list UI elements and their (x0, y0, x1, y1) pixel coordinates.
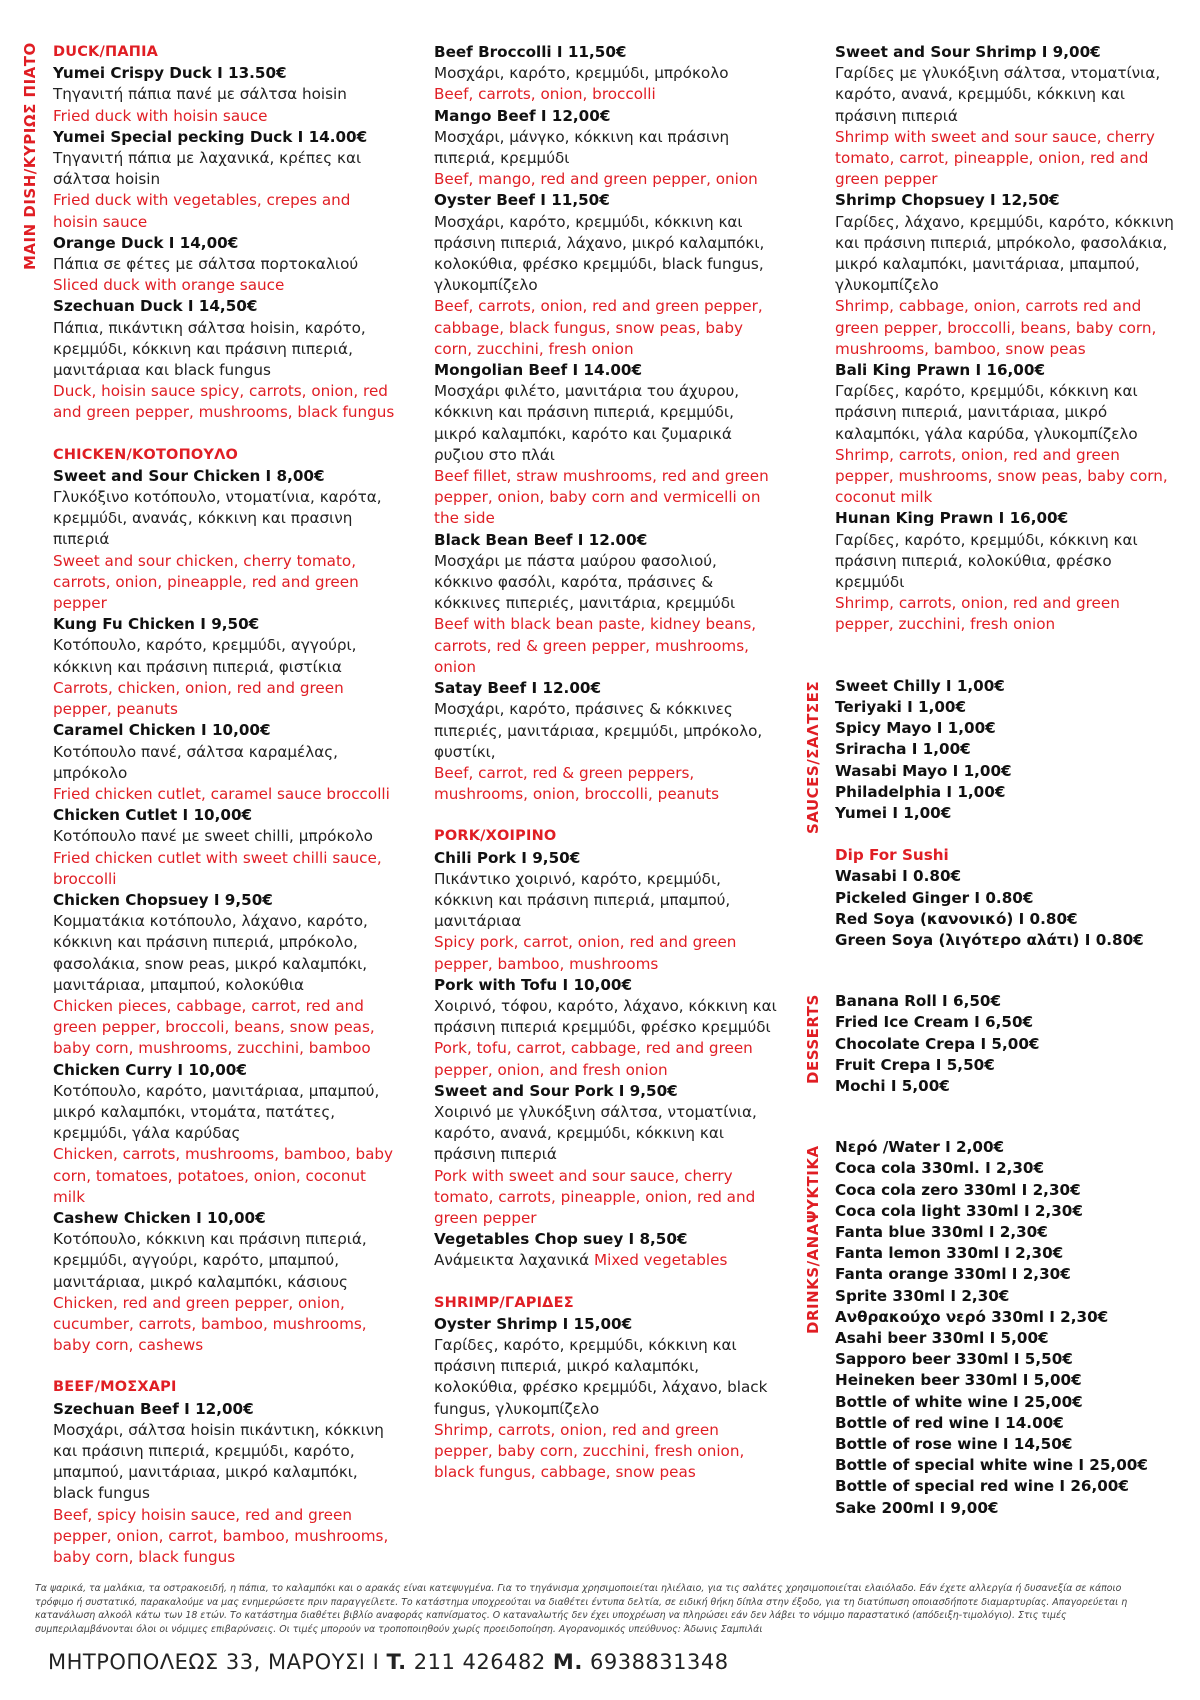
menu-item (434, 848, 779, 975)
item-english: Beef, carrots, onion, red and green pepper, cabbage, black fungus, snow peas, baby corn, zucchini, fresh onion (434, 297, 763, 358)
drink-item: Bottle of rose wine I 14,50€ (835, 1434, 1073, 1453)
drink-item: Heineken beer 330ml I 5,00€ (835, 1371, 1082, 1390)
item-name: Pork with Tofu I 10,00€ (434, 975, 633, 994)
item-english: Duck, hoisin sauce spicy, carrots, onion, red and green pepper, mushrooms, black fungus (53, 382, 395, 422)
address-text: ΜΗΤΡΟΠΟΛΕΩΣ 33, ΜΑΡΟΥΣΙ I (48, 1650, 380, 1674)
menu-item (434, 1229, 779, 1271)
item-english: Beef, carrot, red & green peppers, mushrooms, onion, broccolli, peanuts (434, 763, 720, 804)
item-english: Beef, mango, red and green pepper, onion (434, 170, 758, 189)
sauce-item: Sriracha I 1,00€ (835, 740, 971, 759)
item-name: Chicken Cutlet I 10,00€ (53, 806, 253, 825)
drink-item: Sake 200ml I 9,00€ (835, 1498, 999, 1517)
menu-item (434, 190, 779, 360)
drinks-label: DRINKS/ΑΝΑΨΥΚΤΙΚΑ (804, 1145, 822, 1334)
item-english: Pork with sweet and sour sauce, cherry tomato, carrots, pineapple, onion, red and green pepper (434, 1166, 756, 1227)
drink-item: Coca cola zero 330ml I 2,30€ (835, 1180, 1081, 1199)
menu-item (53, 805, 398, 890)
legal-note: Τα ψαρικά, τα μαλάκια, τα οστρακοειδή, η πάπια, το καλαμπόκι και ο αρακάς είναι κατεψυγμένα. Για το τηγάνισμα χρησιμοποιείται ηλιέλαιο, για τις σαλάτες χρησιμοποιείται ελαιόλαδο. Εάν έχετε αλλεργία ή δυσανεξία σε κάποιο τρόφιμο ή συστατικό, παρακαλούμε να μας ενημερώσετε πριν παραγγείλετε. Το κατάστημα υποχρεούται να διαθέτει έντυπα δελτία, σε ειδική θήκη δίπλα στην έξοδο, για τη διατύπωση οποιασδήποτε διαμαρτυρίας. Απαγορεύεται η κατανάλωση αλκοόλ κάτω των 18 ετών. Το κατάστημα διαθέτει βιβλίο αναφοράς καπνίσματος. Ο καταναλωτής δεν έχει υποχρέωση να πληρώσει εάν δεν λάβει το νόμιμο παραστατικό (απόδειξη-τιμολόγιο). Στις τιμές συμπεριλαμβάνονται όλοι οι νόμιμες επιβαρύνσεις. Οι τιμές μπορούν να τροποποιηθούν χωρίς προειδοποίηση. Αγορανομικός υπεύθυνος: Άδωνις Σαμπιλάι (35, 1583, 1128, 1635)
address-line (48, 1650, 729, 1674)
item-english: Shrimp with sweet and sour sauce, cherry tomato, carrot, pineapple, onion, red and green pepper (835, 127, 1155, 189)
drink-item: Asahi beer 330ml I 5,00€ (835, 1328, 1049, 1347)
sauce-item: Sweet Chilly I 1,00€ (835, 676, 1005, 695)
sauces-list (835, 676, 1180, 824)
item-english: Beef, spicy hoisin sauce, red and green pepper, onion, carrot, bamboo, mushrooms, baby corn, black fungus (53, 1505, 389, 1567)
item-english: Mixed vegetables (594, 1251, 728, 1270)
item-greek: Μοσχάρι, καρότο, πράσινες & κόκκινες πιπεριές, μανιτάριαα, κρεμμύδι, μπρόκολο, φυστίκι, (434, 700, 763, 761)
drink-item: Sapporo beer 330ml I 5,50€ (835, 1350, 1073, 1369)
main-dish-label: MAIN DISH/ΚΥΡΙΩΣ ΠΙΑΤΟ (21, 42, 39, 270)
menu-item (53, 1060, 398, 1208)
dessert-item: Banana Roll I 6,50€ (835, 992, 1002, 1011)
drink-item: Νερό /Water I 2,00€ (835, 1138, 1005, 1157)
menu-item (835, 508, 1180, 635)
item-greek: Μοσχάρι, καρότο, κρεμμύδι, κόκκινη και πράσινη πιπεριά, λάχανο, μικρό καλαμπόκι, κολοκύθια, φρέσκο κρεμμύδι, black fungus, γλυκομπίζελο (434, 212, 765, 295)
menu-section (53, 42, 398, 424)
item-name: Chili Pork I 9,50€ (434, 848, 581, 867)
item-greek: Γαρίδες, καρότο, κρεμμύδι, κόκκινη και πράσινη πιπεριά, μανιτάριαα, μικρό καλαμπόκι, γάλα καρύδα, γλυκομπίζελο (835, 382, 1138, 443)
item-name: Sweet and Sour Chicken I 8,00€ (53, 466, 325, 485)
item-english: Beef fillet, straw mushrooms, red and green pepper, onion, baby corn and vermicelli on the side (434, 467, 769, 528)
dip-item: Wasabi I 0.80€ (835, 867, 962, 886)
item-greek: Μοσχάρι, σάλτσα hoisin πικάντικη, κόκκινη και πράσινη πιπεριά, κρεμμύδι, καρότο, μπαμπού, μανιτάριαα, μικρό καλαμπόκι, black fungus (53, 1420, 384, 1503)
dessert-item: Chocolate Crepa I 5,00€ (835, 1034, 1040, 1053)
menu-section (434, 1293, 779, 1484)
item-name: Beef Broccolli I 11,50€ (434, 43, 627, 61)
item-description (434, 1250, 779, 1271)
item-name: Vegetables Chop suey I 8,50€ (434, 1230, 688, 1249)
menu-item (835, 360, 1180, 508)
sauce-item: Spicy Mayo I 1,00€ (835, 719, 996, 738)
menu-column-2 (434, 42, 779, 1504)
dessert-item: Fruit Crepa I 5,50€ (835, 1055, 995, 1074)
item-greek: Χοιρινό με γλυκόξινη σάλτσα, ντοματίνια, καρότο, ανανά, κρεμμύδι, κόκκινη και πράσινη πιπεριά (434, 1102, 757, 1164)
menu-section (434, 826, 779, 1271)
item-greek: Πικάντικο χοιρινό, καρότο, κρεμμύδι, κόκκινη και πράσινη πιπεριά, μπαμπού, μανιτάριαα (434, 869, 731, 931)
menu-item (434, 42, 779, 106)
item-english: Sweet and sour chicken, cherry tomato, carrots, onion, pineapple, red and green pepper (53, 551, 359, 613)
item-greek: Γαρίδες με γλυκόξινη σάλτσα, ντοματίνια, καρότο, ανανά, κρεμμύδι, κόκκινη και πράσινη πιπεριά (835, 64, 1161, 125)
item-name: Caramel Chicken I 10,00€ (53, 721, 271, 740)
item-english: Carrots, chicken, onion, red and green pepper, peanuts (53, 678, 344, 719)
menu-item (835, 42, 1180, 190)
desserts-list (835, 991, 1180, 1097)
drink-item: Fanta blue 330ml I 2,30€ (835, 1222, 1048, 1241)
item-name: Szechuan Duck I 14,50€ (53, 297, 258, 316)
item-english: Beef with black bean paste, kidney beans, carrots, red & green pepper, mushrooms, onion (434, 615, 757, 676)
menu-item (53, 1399, 398, 1569)
dip-item: Green Soya (λιγότερο αλάτι) I 0.80€ (835, 930, 1144, 949)
item-english: Fried duck with vegetables, crepes and hoisin sauce (53, 191, 351, 231)
item-greek: Κοτόπουλο, καρότο, μανιτάριαα, μπαμπού, μικρό καλαμπόκι, ντομάτα, πατάτες, κρεμμύδι, γάλα καρύδας (53, 1081, 380, 1143)
menu-item (434, 530, 779, 678)
section-title: BEEF/ΜΟΣΧΑΡΙ (53, 1379, 177, 1396)
item-name: Oyster Beef I 11,50€ (434, 191, 610, 210)
item-name: Mango Beef I 12,00€ (434, 106, 611, 125)
item-english: Fried chicken cutlet, caramel sauce broccolli (53, 784, 390, 803)
section-title: PORK/ΧΟΙΡΙΝΟ (434, 828, 557, 845)
item-english: Shrimp, carrots, onion, red and green pepper, mushrooms, snow peas, baby corn, coconut milk (835, 445, 1168, 507)
phone-label: T. (386, 1650, 407, 1674)
menu-item (53, 720, 398, 805)
item-greek: Κοτόπουλο, καρότο, κρεμμύδι, αγγούρι, κόκκινη και πράσινη πιπεριά, φιστίκια (53, 636, 357, 676)
menu-item (434, 1081, 779, 1229)
mobile-label: M. (552, 1650, 583, 1674)
menu-section (53, 1377, 398, 1568)
sauces-label: SAUCES/ΣΑΛΤΣΕΣ (804, 680, 822, 835)
item-name: Sweet and Sour Shrimp I 9,00€ (835, 43, 1101, 61)
shrimp-continued-section (835, 42, 1180, 636)
drink-item: Sprite 330ml I 2,30€ (835, 1286, 1010, 1305)
dip-item: Pickeled Ginger I 0.80€ (835, 888, 1034, 907)
menu-item (53, 127, 398, 233)
section-title: SHRIMP/ΓΑΡΙΔΕΣ (434, 1294, 574, 1311)
sauce-item: Yumei I 1,00€ (835, 803, 952, 822)
phone-number: 211 426482 (413, 1650, 546, 1674)
item-name: Bali King Prawn I 16,00€ (835, 361, 1046, 380)
item-english: Chicken, carrots, mushrooms, bamboo, baby corn, tomatoes, potatoes, onion, coconut milk (53, 1145, 394, 1206)
menu-section (434, 42, 779, 805)
item-greek: Κοτόπουλο πανέ, σάλτσα καραμέλας, μπρόκολο (53, 742, 338, 782)
item-greek: Τηγανιτή πάπια με λαχανικά, κρέπες και σάλτσα hoisin (53, 149, 362, 189)
item-name: Chicken Chopsuey I 9,50€ (53, 890, 273, 909)
drinks-list (835, 1137, 1180, 1519)
item-english: Chicken pieces, cabbage, carrot, red and green pepper, broccoli, beans, snow peas, baby corn, mushrooms, zucchini, bamboo (53, 996, 375, 1058)
item-greek: Μοσχάρι φιλέτο, μανιτάρια του άχυρου, κόκκινη και πράσινη πιπεριά, κρεμμύδι, μικρό καλαμπόκι, καρότο και ζυμαρικά ρυζιου στο πλάι (434, 382, 740, 464)
item-greek: Γλυκόξινο κοτόπουλο, ντοματίνια, καρότα, κρεμμύδι, ανανάς, κόκκινη και πρασινη πιπεριά (53, 488, 382, 549)
menu-column-3 (835, 42, 1180, 1519)
drink-item: Bottle of special white wine I 25,00€ (835, 1456, 1148, 1475)
sauce-item: Philadelphia I 1,00€ (835, 782, 1006, 801)
drink-item: Coca cola 330ml. I 2,30€ (835, 1159, 1045, 1178)
desserts-label: DESSERTS (804, 994, 822, 1084)
item-greek: Πάπια, πικάντικη σάλτσα hoisin, καρότο, κρεμμύδι, κόκκινη και πράσινη πιπεριά, μανιτάριαα και black fungus (53, 318, 366, 380)
menu-item (53, 614, 398, 720)
item-greek: Μοσχάρι, μάνγκο, κόκκινη και πράσινη πιπεριά, κρεμμύδι (434, 127, 730, 168)
item-name: Hunan King Prawn I 16,00€ (835, 509, 1069, 528)
item-name: Yumei Crispy Duck I 13.50€ (53, 64, 287, 83)
item-greek: Γαρίδες, καρότο, κρεμμύδι, κόκκινη και πράσινη πιπεριά, κολοκύθια, φρέσκο κρεμμύδι (835, 530, 1138, 592)
item-name: Oyster Shrimp I 15,00€ (434, 1314, 633, 1333)
item-english: Shrimp, cabbage, onion, carrots red and green pepper, broccolli, beans, baby corn, mushrooms, bamboo, snow peas (835, 297, 1157, 358)
item-english: Fried chicken cutlet with sweet chilli sauce, broccolli (53, 848, 382, 888)
drink-item: Coca cola light 330ml I 2,30€ (835, 1201, 1083, 1220)
menu-item (434, 678, 779, 805)
item-greek: Κοτόπουλο πανέ με sweet chilli, μπρόκολο (53, 827, 373, 846)
item-greek: Χοιρινό, τόφου, καρότο, λάχανο, κόκκινη και πράσινη πιπεριά κρεμμύδι, φρέσκο κρεμμύδι (434, 996, 777, 1037)
item-english: Chicken, red and green pepper, onion, cucumber, carrots, bamboo, mushrooms, baby corn, cashews (53, 1293, 367, 1355)
item-name: Mongolian Beef I 14.00€ (434, 361, 643, 380)
item-english: Fried duck with hoisin sauce (53, 106, 268, 125)
item-greek: Τηγανιτή πάπια πανέ με σάλτσα hoisin (53, 85, 347, 104)
item-greek: Ανάμεικτα λαχανικά (434, 1251, 590, 1270)
menu-item (434, 360, 779, 530)
item-english: Beef, carrots, onion, broccolli (434, 85, 656, 104)
menu-item (835, 190, 1180, 360)
sauce-item: Teriyaki I 1,00€ (835, 697, 967, 716)
item-name: Yumei Special pecking Duck I 14.00€ (53, 127, 368, 146)
menu-item (53, 890, 398, 1060)
dessert-item: Mochi I 5,00€ (835, 1076, 950, 1095)
item-name: Kung Fu Chicken I 9,50€ (53, 615, 260, 634)
item-greek: Πάπια σε φέτες με σάλτσα πορτοκαλιού (53, 255, 359, 274)
menu-item (434, 1314, 779, 1484)
item-name: Black Bean Beef I 12.00€ (434, 530, 648, 549)
item-greek: Μοσχάρι με πάστα μαύρου φασολιού, κόκκινο φασόλι, καρότα, πράσινες & κόκκινες πιπεριές, μανιτάρια, κρεμμύδι (434, 551, 736, 613)
menu-item (53, 466, 398, 614)
item-name: Sweet and Sour Pork I 9,50€ (434, 1081, 678, 1100)
drink-item: Fanta lemon 330ml I 2,30€ (835, 1244, 1064, 1263)
drink-item: Bottle of red wine I 14.00€ (835, 1413, 1064, 1432)
item-english: Spicy pork, carrot, onion, red and green pepper, bamboo, mushrooms (434, 933, 737, 973)
menu-item (53, 1208, 398, 1356)
item-name: Orange Duck I 14,00€ (53, 233, 239, 252)
item-name: Chicken Curry I 10,00€ (53, 1060, 247, 1079)
menu-item (53, 296, 398, 423)
item-greek: Γαρίδες, λάχανο, κρεμμύδι, καρότο, κόκκινη και πράσινη πιπεριά, μπρόκολο, φασολάκια, μικρό καλαμπόκι, μανιτάριαα, μπαμπού, γλυκομπίζελο (835, 212, 1174, 295)
item-english: Shrimp, carrots, onion, red and green pepper, baby corn, zucchini, fresh onion, black fungus, cabbage, snow peas (434, 1420, 745, 1482)
section-title: CHICKEN/ΚΟΤΟΠΟΥΛΟ (53, 446, 239, 463)
menu-item (434, 106, 779, 191)
item-english: Sliced duck with orange sauce (53, 276, 285, 295)
sauce-item: Wasabi Mayo I 1,00€ (835, 761, 1012, 780)
dip-item: Red Soya (κανονικό) I 0.80€ (835, 909, 1078, 928)
menu-item (434, 975, 779, 1081)
drink-item: Ανθρακούχο νερό 330ml I 2,30€ (835, 1307, 1109, 1326)
item-name: Shrimp Chopsuey I 12,50€ (835, 191, 1060, 210)
item-name: Szechuan Beef I 12,00€ (53, 1399, 254, 1418)
menu-section (53, 445, 398, 1357)
drink-item: Fanta orange 330ml I 2,30€ (835, 1265, 1071, 1284)
item-english: Pork, tofu, carrot, cabbage, red and green pepper, onion, and fresh onion (434, 1039, 753, 1079)
dip-list (835, 866, 1180, 951)
item-name: Satay Beef I 12.00€ (434, 679, 602, 698)
item-greek: Γαρίδες, καρότο, κρεμμύδι, κόκκινη και πράσινη πιπεριά, μικρό καλαμπόκι, κολοκύθια, φρέσκο κρεμμύδι, λάχανο, black fungus, γλυκομπίζελο (434, 1335, 768, 1418)
section-title: DUCK/ΠΑΠΙΑ (53, 44, 159, 60)
dessert-item: Fried Ice Cream I 6,50€ (835, 1013, 1034, 1032)
menu-item (53, 63, 398, 127)
drink-item: Bottle of special red wine I 26,00€ (835, 1477, 1129, 1496)
item-greek: Κοτόπουλο, κόκκινη και πράσινη πιπεριά, κρεμμύδι, αγγούρι, καρότο, μπαμπού, μανιτάριαα, μικρό καλαμπόκι, κάσιους (53, 1230, 367, 1291)
item-greek: Μοσχάρι, καρότο, κρεμμύδι, μπρόκολο (434, 64, 729, 83)
item-greek: Κομματάκια κοτόπουλο, λάχανο, καρότο, κόκκινη και πράσινη πιπεριά, μπρόκολο, φασολάκια, snow peas, μικρό καλαμπόκι, μανιτάριαα, μπαμπού, κολοκύθια (53, 912, 368, 994)
menu-column-1 (53, 42, 398, 1589)
item-english: Shrimp, carrots, onion, red and green pepper, zucchini, fresh onion (835, 594, 1120, 634)
mobile-number: 6938831348 (589, 1650, 729, 1674)
menu-item (53, 233, 398, 297)
item-name: Cashew Chicken I 10,00€ (53, 1208, 266, 1227)
dip-title: Dip For Sushi (835, 846, 949, 865)
drink-item: Bottle of white wine I 25,00€ (835, 1392, 1083, 1411)
